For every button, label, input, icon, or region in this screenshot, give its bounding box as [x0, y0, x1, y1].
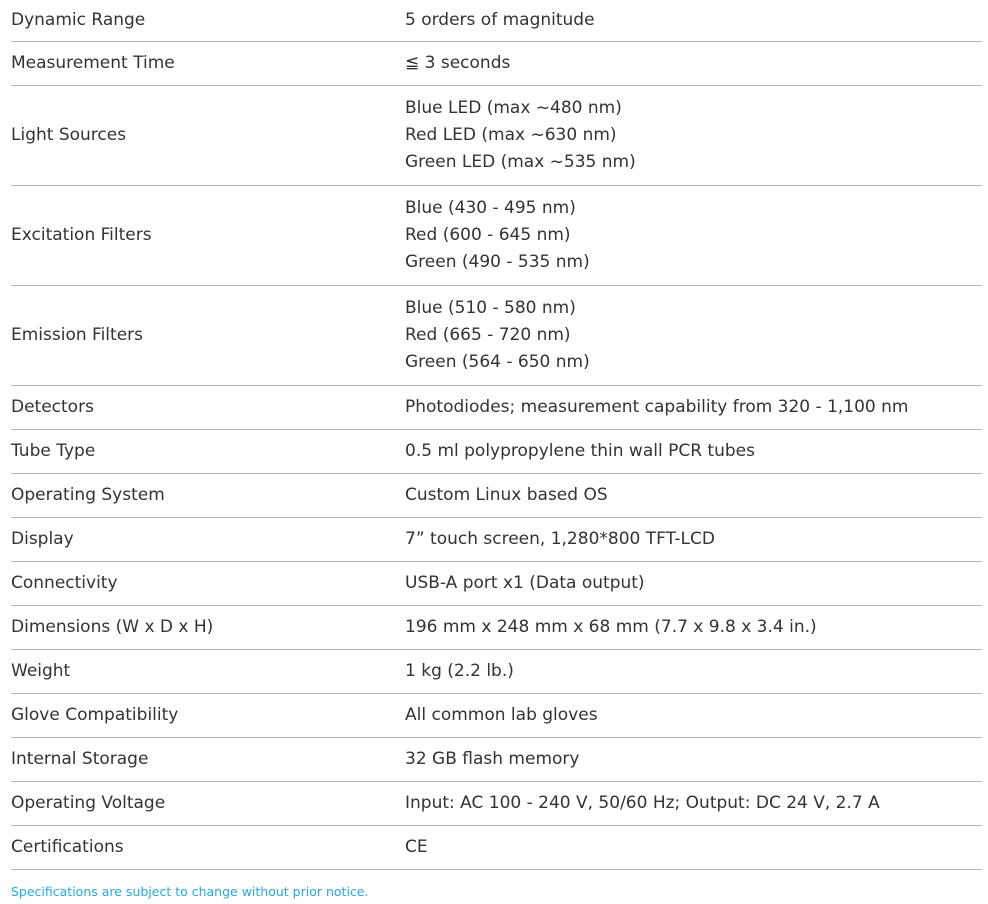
spec-label: Internal Storage	[11, 738, 405, 782]
spec-value-line: Green (490 - 535 nm)	[405, 252, 590, 272]
spec-value	[405, 826, 982, 870]
spec-value	[405, 86, 982, 186]
spec-value	[405, 286, 982, 386]
spec-label: Dynamic Range	[11, 0, 405, 42]
spec-row	[11, 650, 982, 694]
spec-label: Dimensions (W x D x H)	[11, 606, 405, 650]
spec-row	[11, 738, 982, 782]
spec-value-line: Green LED (max ~535 nm)	[405, 152, 636, 172]
spec-label: Detectors	[11, 386, 405, 430]
spec-label: Display	[11, 518, 405, 562]
spec-value-line: 5 orders of magnitude	[405, 10, 595, 30]
spec-value-line: Red (665 - 720 nm)	[405, 325, 571, 345]
spec-value-line: 0.5 ml polypropylene thin wall PCR tubes	[405, 441, 755, 461]
spec-value-line: Blue (510 - 580 nm)	[405, 298, 576, 318]
spec-value-line: All common lab gloves	[405, 705, 598, 725]
spec-value-line: CE	[405, 837, 428, 857]
spec-row	[11, 286, 982, 386]
spec-value-line: 196 mm x 248 mm x 68 mm (7.7 x 9.8 x 3.4 in.)	[405, 617, 817, 637]
spec-value	[405, 738, 982, 782]
spec-row	[11, 474, 982, 518]
spec-value	[405, 606, 982, 650]
spec-row	[11, 694, 982, 738]
spec-value	[405, 518, 982, 562]
spec-value	[405, 0, 982, 42]
spec-label: Measurement Time	[11, 42, 405, 86]
spec-value	[405, 430, 982, 474]
spec-value	[405, 694, 982, 738]
spec-label: Operating Voltage	[11, 782, 405, 826]
spec-value-line: Photodiodes; measurement capability from 320 - 1,100 nm	[405, 397, 909, 417]
spec-value	[405, 562, 982, 606]
spec-value-line: ≦ 3 seconds	[405, 53, 511, 73]
spec-row	[11, 430, 982, 474]
spec-value	[405, 386, 982, 430]
spec-row	[11, 42, 982, 86]
specifications-table	[11, 0, 982, 870]
spec-value-line: Blue LED (max ~480 nm)	[405, 98, 622, 118]
spec-value-line: USB-A port x1 (Data output)	[405, 573, 645, 593]
spec-label: Excitation Filters	[11, 186, 405, 286]
spec-row	[11, 606, 982, 650]
specifications-body	[11, 0, 982, 870]
spec-value	[405, 782, 982, 826]
spec-row	[11, 0, 982, 42]
spec-label: Weight	[11, 650, 405, 694]
spec-value-line: Red LED (max ~630 nm)	[405, 125, 617, 145]
spec-value	[405, 186, 982, 286]
spec-label: Light Sources	[11, 86, 405, 186]
spec-value	[405, 42, 982, 86]
spec-row	[11, 562, 982, 606]
spec-value-line: Green (564 - 650 nm)	[405, 352, 590, 372]
spec-value-line: 32 GB flash memory	[405, 749, 580, 769]
spec-value-line: Red (600 - 645 nm)	[405, 225, 571, 245]
spec-value-line: Blue (430 - 495 nm)	[405, 198, 576, 218]
spec-row	[11, 386, 982, 430]
spec-label: Glove Compatibility	[11, 694, 405, 738]
spec-value-line: Input: AC 100 - 240 V, 50/60 Hz; Output: DC 24 V, 2.7 A	[405, 793, 880, 813]
spec-value	[405, 474, 982, 518]
footnote: Specifications are subject to change without prior notice.	[11, 884, 369, 899]
spec-row	[11, 518, 982, 562]
spec-value-line: 1 kg (2.2 lb.)	[405, 661, 514, 681]
spec-value-line: 7” touch screen, 1,280*800 TFT-LCD	[405, 529, 715, 549]
spec-label: Certifications	[11, 826, 405, 870]
spec-label: Emission Filters	[11, 286, 405, 386]
spec-row	[11, 826, 982, 870]
spec-row	[11, 86, 982, 186]
spec-label: Operating System	[11, 474, 405, 518]
spec-row	[11, 186, 982, 286]
spec-label: Connectivity	[11, 562, 405, 606]
spec-value	[405, 650, 982, 694]
spec-row	[11, 782, 982, 826]
spec-value-line: Custom Linux based OS	[405, 485, 608, 505]
spec-label: Tube Type	[11, 430, 405, 474]
